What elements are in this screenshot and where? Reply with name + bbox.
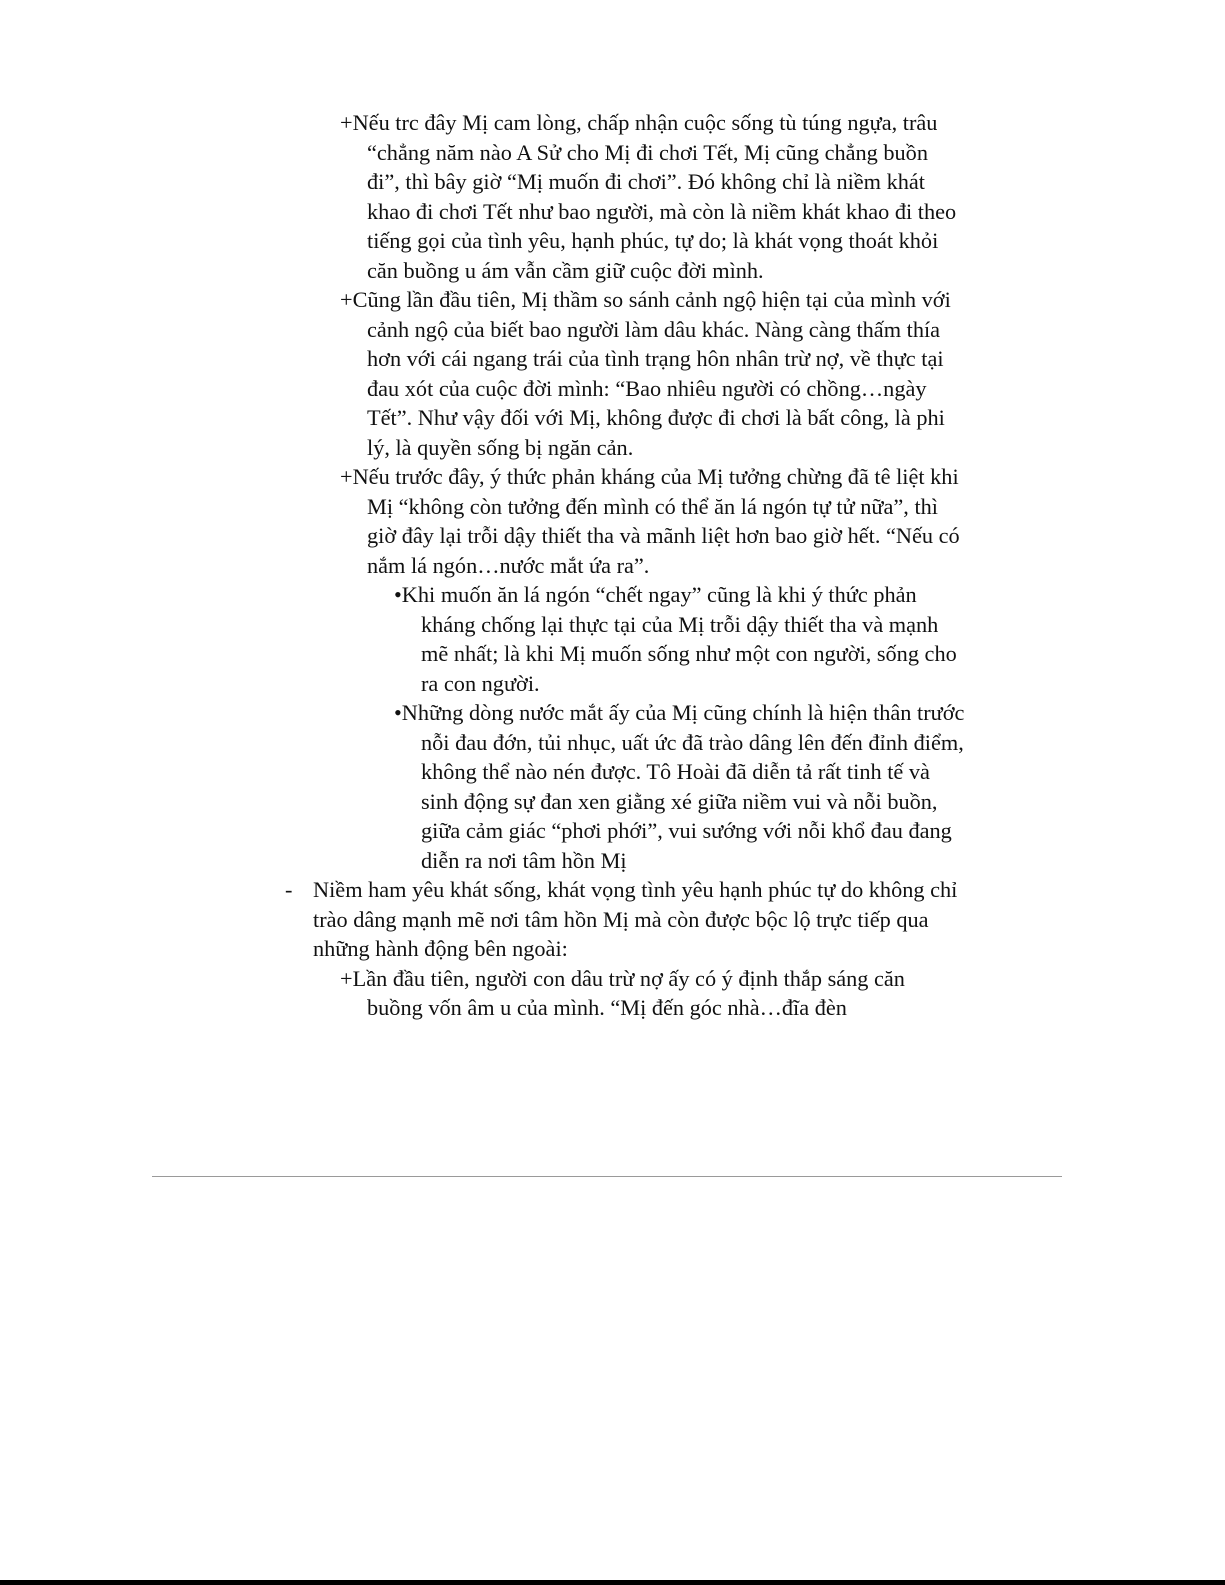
bullet-paragraph-2: •Những dòng nước mắt ấy của Mị cũng chính là hiện thân trước nỗi đau đớn, tủi nhục, uất ức đã trào dâng lên đến đỉnh điểm, không thể nào nén được. Tô Hoài đã diễn tả rất tinh tế và sinh động sự đan xen giằng xé giữa niềm vui và nỗi buồn, giữa cảm giác “phơi phới”, vui sướng với nỗi khổ đau đang diễn ra nơi tâm hồn Mị bbox=[394, 700, 965, 873]
dash-paragraph-text: Niềm ham yêu khát sống, khát vọng tình yêu hạnh phúc tự do không chỉ trào dâng mạnh mẽ nơi tâm hồn Mị mà còn được bộc lộ trực tiếp qua những hành động bên ngoài: bbox=[313, 877, 958, 961]
plus-paragraph-4: +Lần đầu tiên, người con dâu trừ nợ ấy có ý định thắp sáng căn buồng vốn âm u của mình. “Mị đến góc nhà…đĩa đèn bbox=[340, 965, 905, 1020]
bullet-paragraph-1: •Khi muốn ăn lá ngón “chết ngay” cũng là khi ý thức phản kháng chống lại thực tại của Mị trỗi dậy thiết tha và mạnh mẽ nhất; là khi Mị muốn sống như một con người, sống cho ra con người. bbox=[394, 582, 957, 696]
page-break-line bbox=[152, 1176, 1062, 1177]
dash-list-item bbox=[0, 875, 963, 964]
bottom-edge-bar bbox=[0, 1580, 1225, 1585]
plus-paragraph-2: +Cũng lần đầu tiên, Mị thầm so sánh cảnh ngộ hiện tại của mình với cảnh ngộ của biết bao người làm dâu khác. Nàng càng thấm thía hơn với cái ngang trái của tình trạng hôn nhân trừ nợ, về thực tại đau xót của cuộc đời mình: “Bao nhiêu người có chồng…ngày Tết”. Như vậy đối với Mị, không được đi chơi là bất công, là phi lý, là quyền sống bị ngăn cản. bbox=[340, 287, 951, 460]
plus-paragraph-1: +Nếu trc đây Mị cam lòng, chấp nhận cuộc sống tù túng ngựa, trâu “chẳng năm nào A Sử cho Mị đi chơi Tết, Mị cũng chẳng buồn đi”, thì bây giờ “Mị muốn đi chơi”. Đó không chỉ là niềm khát khao đi chơi Tết như bao người, mà còn là niềm khát khao đi theo tiếng gọi của tình yêu, hạnh phúc, tự do; là khát vọng thoát khỏi căn buồng u ám vẫn cầm giữ cuộc đời mình. bbox=[340, 110, 957, 283]
document-body bbox=[0, 108, 1225, 1023]
dash-marker: - bbox=[285, 877, 293, 902]
plus-paragraph-3: +Nếu trước đây, ý thức phản kháng của Mị tưởng chừng đã tê liệt khi Mị “không còn tưởng đến mình có thể ăn lá ngón tự tử nữa”, thì giờ đây lại trỗi dậy thiết tha và mãnh liệt hơn bao giờ hết. “Nếu có nắm lá ngón…nước mắt ứa ra”. bbox=[340, 464, 960, 578]
